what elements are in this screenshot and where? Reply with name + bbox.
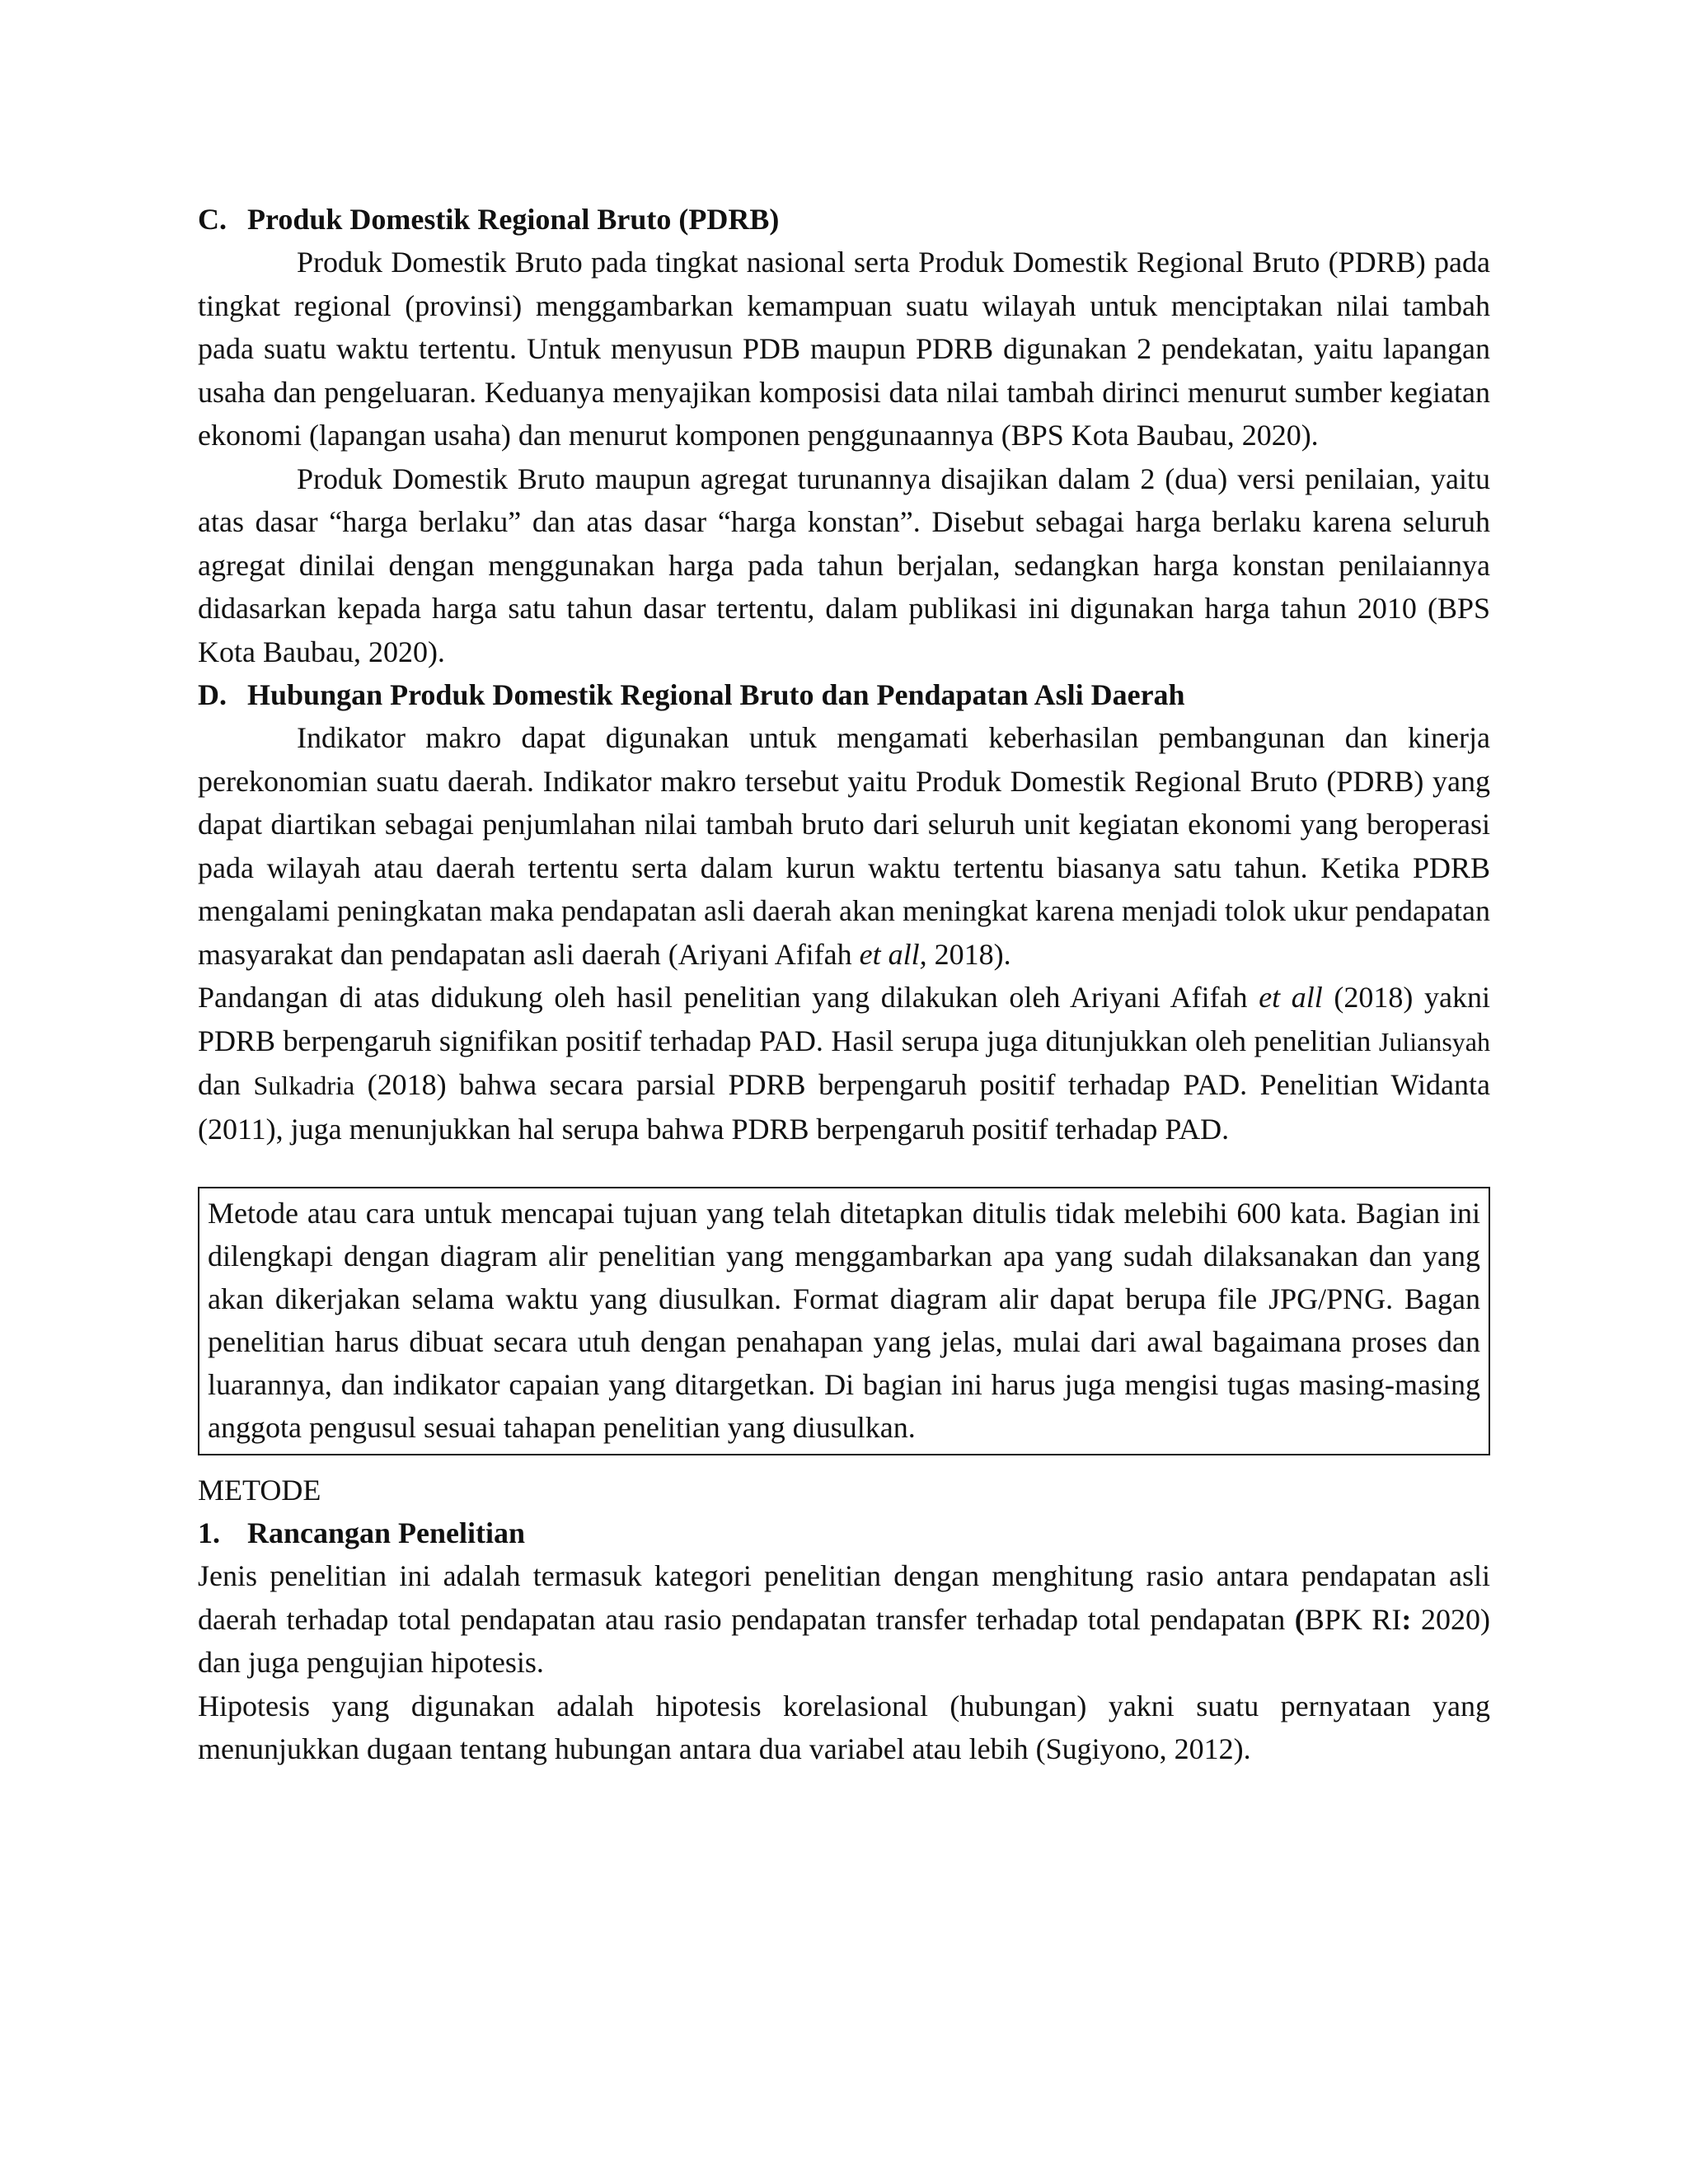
metode-p1-source: BPK RI [1304,1602,1402,1636]
section-d-paragraph-2 [198,976,1490,1151]
section-d-paragraph-1 [198,716,1490,976]
section-c-paragraph-2: Produk Domestik Bruto maupun agregat turunannya disajikan dalam 2 (dua) versi penilaian, yaitu atas dasar “harga berlaku” dan atas dasar “harga konstan”. Disebut sebagai harga berlaku karena seluruh agregat dinilai dengan menggunakan harga pada tahun berjalan, sedangkan harga konstan penilaiannya didasarkan kepada harga satu tahun dasar tertentu, dalam publikasi ini digunakan harga tahun 2010 (BPS Kota Baubau, 2020). [198,462,1490,668]
section-d-p2-italic: et all [1259,981,1323,1014]
section-c-number: C. [198,203,227,236]
metode-p1-paren: ( [1294,1602,1305,1636]
metode-p1-colon: : [1401,1602,1412,1636]
section-d-p1-text: Indikator makro dapat digunakan untuk mengamati keberhasilan pembangunan dan kinerja perekonomian suatu daerah. Indikator makro tersebut yaitu Produk Domestik Regional Bruto (PDRB) yang dapat diartikan sebagai penjumlahan nilai tambah bruto dari seluruh unit kegiatan ekonomi yang beroperasi pada wilayah atau daerah tertentu serta dalam kurun waktu tertentu biasanya satu tahun. Ketika PDRB mengalami peningkatan maka pendapatan asli daerah akan meningkat karena menjadi tolok ukur pendapatan masyarakat dan pendapatan asli daerah (Ariyani Afifah [198,721,1490,971]
section-d-p2-text-d: (2018) bahwa secara parsial PDRB berpengaruh positif terhadap PAD. Penelitian Widanta (2011), juga menunjukkan hal serupa bahwa PDRB berpengaruh positif terhadap PAD. [198,1068,1490,1146]
section-d-p2-author-1: Juliansyah [1378,1026,1490,1057]
metode-paragraph-2: Hipotesis yang digunakan adalah hipotesis korelasional (hubungan) yakni suatu pernyataan yang menunjukkan dugaan tentang hubungan antara dua variabel atau lebih (Sugiyono, 2012). [198,1689,1490,1765]
section-d-p2-text-b: (2018) yakni PDRB berpengaruh signifikan positif terhadap PAD. Hasil serupa juga ditunjukkan oleh penelitian [198,981,1490,1057]
metode-sub-title: Rancangan Penelitian [247,1516,526,1549]
instruction-box-text: Metode atau cara untuk mencapai tujuan yang telah ditetapkan ditulis tidak melebihi 600 kata. Bagian ini dilengkapi dengan diagram alir penelitian yang menggambarkan apa yang sudah dilaksanakan dan yang akan dikerjakan selama waktu yang diusulkan. Format diagram alir dapat berupa file JPG/PNG. Bagan penelitian harus dibuat secara utuh dengan penahapan yang jelas, mulai dari awal bagaimana proses dan luarannya, dan indikator capaian yang ditargetkan. Di bagian ini harus juga mengisi tugas masing-masing anggota pengusul sesuai tahapan penelitian yang diusulkan. [208,1197,1480,1444]
section-d-p2-text-a: Pandangan di atas didukung oleh hasil penelitian yang dilakukan oleh Ariyani Afifah [198,981,1259,1014]
section-d-p2-author-2: Sulkadria [253,1071,355,1100]
section-d-title: Hubungan Produk Domestik Regional Bruto dan Pendapatan Asli Daerah [247,678,1185,711]
instruction-box [198,1187,1490,1455]
section-d-p2-text-c: dan [198,1068,254,1101]
metode-subheading [198,1511,1490,1554]
section-c-title: Produk Domestik Regional Bruto (PDRB) [247,203,780,236]
metode-label: METODE [198,1474,321,1507]
section-c-heading [198,198,1490,241]
metode-p1-text-e: 2020) dan juga pengujian hipotesis. [198,1602,1490,1679]
metode-p1-text-a: Jenis penelitian ini adalah termasuk kategori penelitian dengan menghitung rasio antara pendapatan asli daerah terhadap total pendapatan atau rasio pendapatan transfer terhadap total pendapatan [198,1559,1490,1636]
section-d-p1-end: 2018). [926,937,1011,971]
metode-sub-number: 1. [198,1516,220,1549]
section-c-paragraph-1: Produk Domestik Bruto pada tingkat nasional serta Produk Domestik Regional Bruto (PDRB) pada tingkat regional (provinsi) menggambarkan kemampuan suatu wilayah untuk menciptakan nilai tambah pada suatu waktu tertentu. Untuk menyusun PDB maupun PDRB digunakan 2 pendekatan, yaitu lapangan usaha dan pengeluaran. Keduanya menyajikan komposisi data nilai tambah dirinci menurut sumber kegiatan ekonomi (lapangan usaha) dan menurut komponen penggunaannya (BPS Kota Baubau, 2020). [198,246,1490,452]
section-d-heading [198,673,1490,716]
metode-paragraph-1 [198,1554,1490,1685]
document-page [198,198,1490,1771]
section-d-p1-italic: et all, [859,937,927,971]
section-d-number: D. [198,678,227,711]
